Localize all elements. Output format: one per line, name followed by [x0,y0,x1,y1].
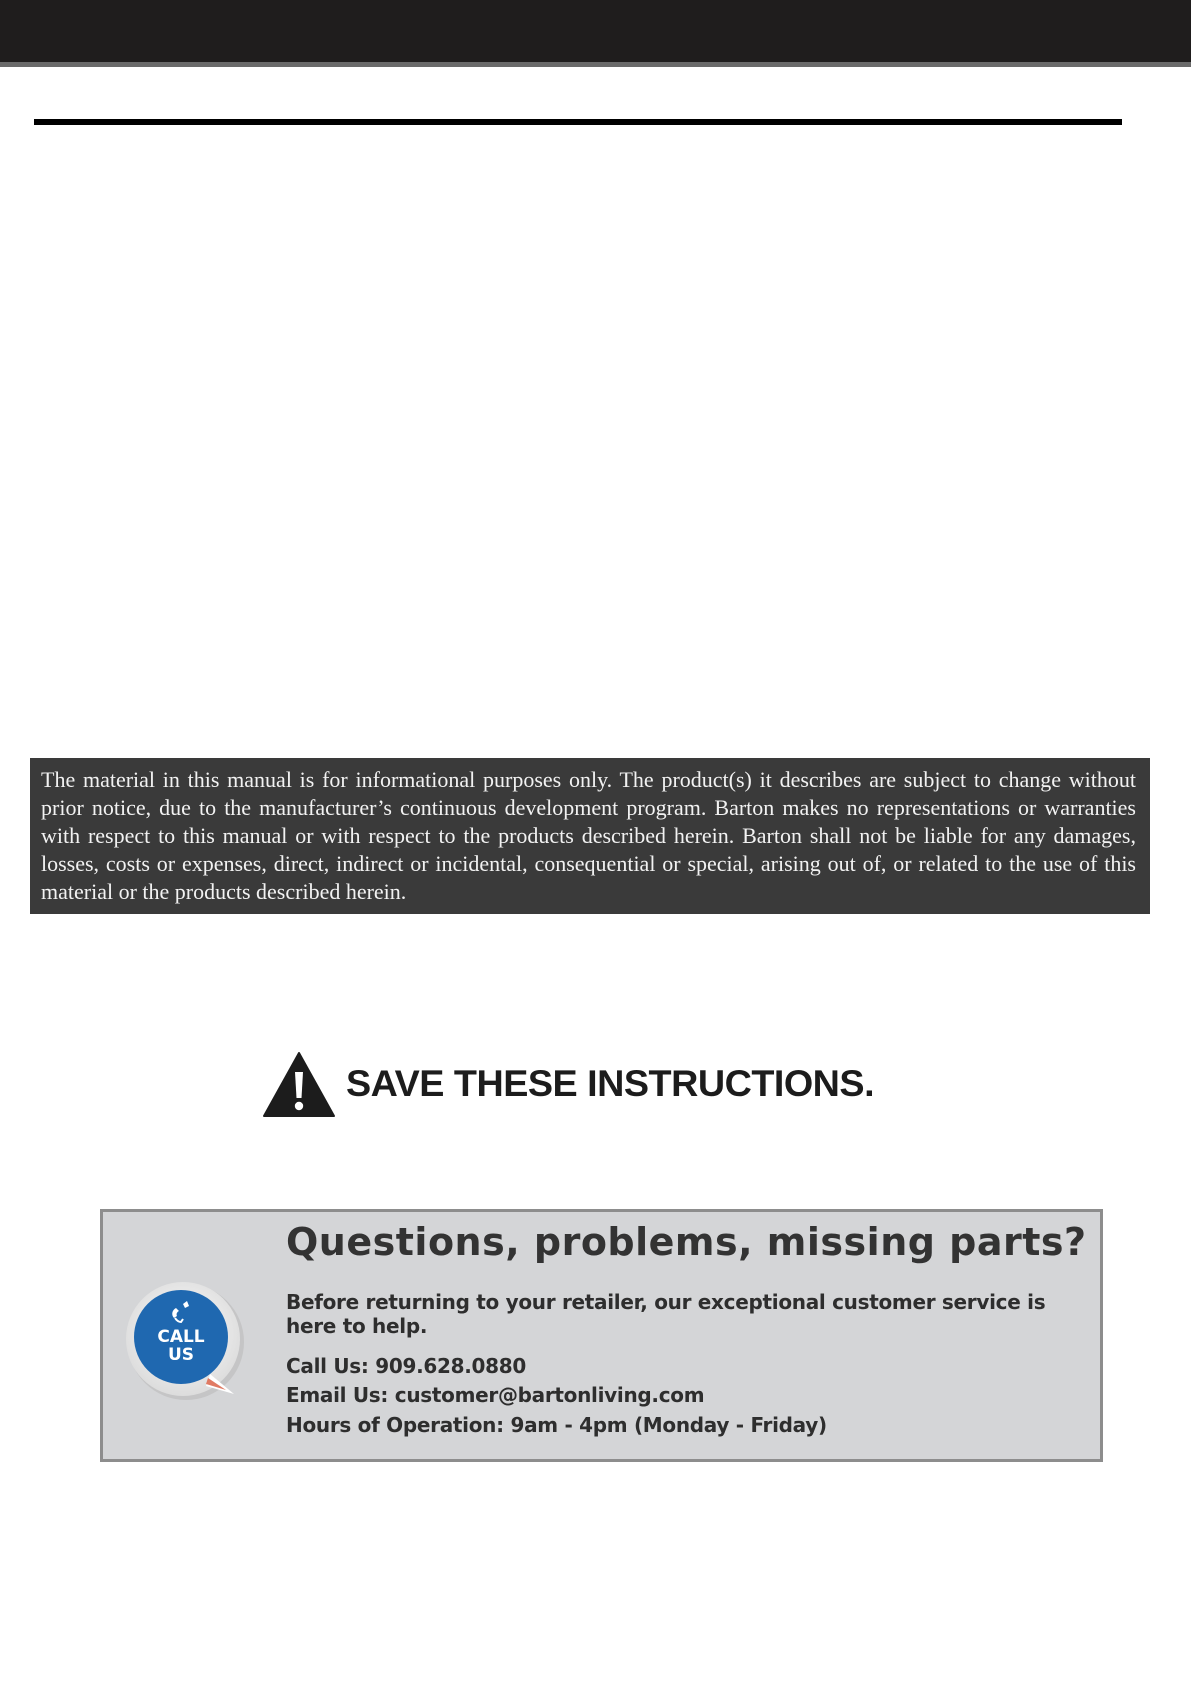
support-phone: Call Us: 909.628.0880 [286,1354,527,1378]
support-subtitle: Before returning to your retailer, our exceptional customer service is here to help. [286,1290,1046,1338]
header-bar [0,0,1191,67]
warning-triangle-icon [262,1050,336,1118]
badge-line1: CALL [157,1327,205,1347]
support-title: Questions, problems, missing parts? [286,1220,1087,1264]
save-instructions [262,1050,962,1118]
save-instructions-text: SAVE THESE INSTRUCTIONS. [346,1063,875,1104]
call-us-badge [122,1282,252,1412]
disclaimer-box [30,758,1150,914]
support-hours: Hours of Operation: 9am - 4pm (Monday - Friday) [286,1413,827,1437]
disclaimer-text: The material in this manual is for informational purposes only. The product(s) it describes are subject to change without prior notice, due to the manufacturer’s continuous development program. Barton makes no representations or warranties with respect to this manual or with respect to the products described herein. Barton shall not be liable for any damages, losses, costs or expenses, direct, indirect or incidental, consequential or special, arising out of, or related to the use of this material or the products described herein. [41,767,1136,904]
support-email: Email Us: customer@bartonliving.com [286,1383,705,1407]
divider-rule [34,119,1122,125]
badge-line2: US [167,1345,195,1365]
customer-support-box [100,1209,1103,1462]
